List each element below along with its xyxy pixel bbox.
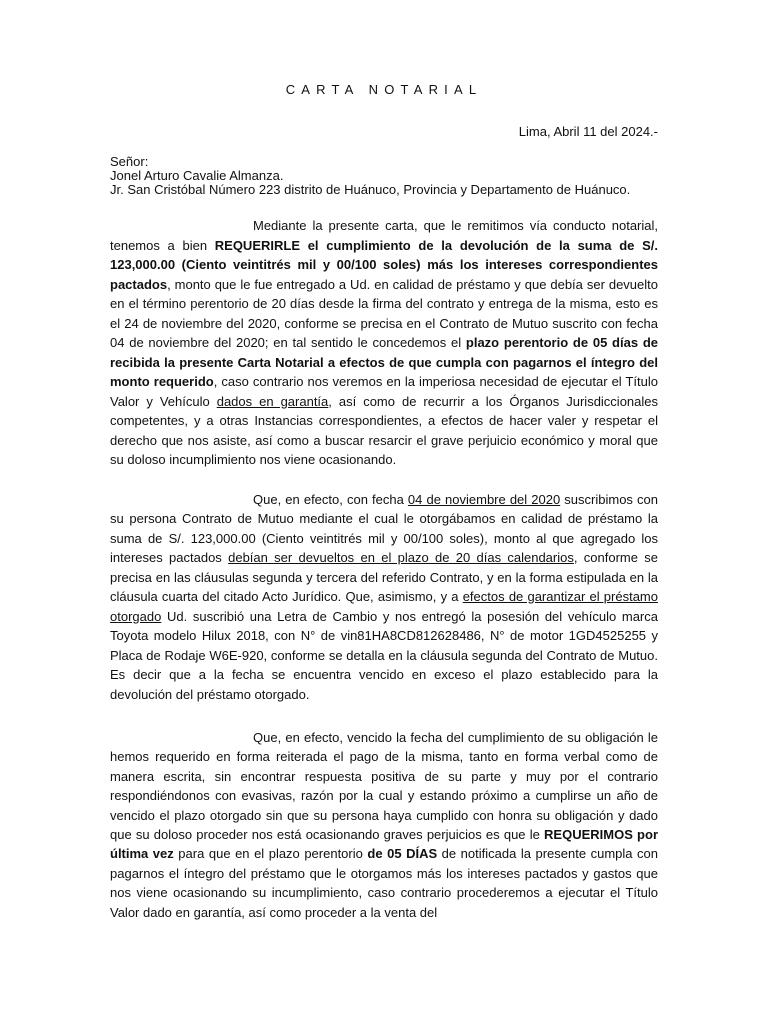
document-date: Lima, Abril 11 del 2024.- <box>518 124 658 139</box>
underline-run: efectos de garantizar el préstamo otorgado <box>110 589 658 624</box>
underline-run: 04 de noviembre del 2020 <box>407 491 561 507</box>
text-run: suscribimos con su persona Contrato de Mutuo mediante el cual le otorgábamos en calidad de préstamo la suma de S/. 123,000.00 (Ciento veintitrés mil y 00/100 soles), monto al que agregado los intereses pactados <box>110 491 658 565</box>
text-run: de notificada la presente cumpla con pagarnos el íntegro del préstamo que le otorgamos más los intereses pactados y gastos que nos viene ocasionando su incumplimiento, caso contrario procederemos a ejecutar el Título Valor dado en garantía, así como proceder a la venta del <box>110 846 658 920</box>
underline-run: debían ser devueltos en el plazo de 20 días calendarios <box>228 550 574 565</box>
paragraph-2 <box>110 490 658 705</box>
text-run: , así como de recurrir a los Órganos Jurisdiccionales competentes, y a otras Instancias correspondientes, a efectos de hacer valer y respetar el derecho que nos asiste, así como a buscar resarcir el grave perjuicio económico y moral que su doloso incumplimiento nos viene ocasionando. <box>110 393 659 467</box>
text-run: Mediante la presente carta, que le remitimos vía conducto notarial, tenemos a bien <box>110 218 658 253</box>
bold-run: de 05 DÍAS <box>367 846 438 862</box>
recipient-address <box>110 155 630 197</box>
paragraph-3 <box>110 728 658 922</box>
document-title: CARTA NOTARIAL <box>285 82 483 97</box>
recipient-street: Jr. San Cristóbal Número 223 distrito de Huánuco, Provincia y Departamento de Huánuco. <box>110 182 631 197</box>
recipient-name: Jonel Arturo Cavalie Almanza. <box>110 168 284 183</box>
salutation: Señor: <box>110 154 149 169</box>
paragraph-1 <box>110 216 658 470</box>
text-run: para que en el plazo perentorio <box>173 846 368 862</box>
text-run: Ud. suscribió una Letra de Cambio y nos entregó la posesión del vehículo marca Toyota modelo Hilux 2018, con N° de vin81HA8CD812628486, N° de motor 1GD4525255 y Placa de Rodaje W6E-920, conforme se detalla en la cláusula segunda del Contrato de Mutuo. Es decir que a la fecha se encuentra vencido en exceso el plazo establecido para la devolución del préstamo otorgado. <box>110 608 658 702</box>
text-run: , caso contrario nos veremos en la imperiosa necesidad de ejecutar el Título Valor y Vehículo <box>110 374 659 409</box>
letter-body <box>110 216 658 922</box>
bold-run: plazo perentorio de 05 días de recibida la presente Carta Notarial a efectos de que cumpla con pagarnos el íntegro del monto requerido <box>110 335 658 389</box>
text-run: , conforme se precisa en las cláusulas segunda y tercera del referido Contrato, y en la forma estipulada en la cláusula cuarta del citado Acto Jurídico. Que, asimismo, y a <box>110 550 658 604</box>
underline-run: dados en garantía <box>216 393 329 409</box>
text-run: , monto que le fue entregado a Ud. en calidad de préstamo y que debía ser devuelto en el término perentorio de 20 días desde la firma del contrato y entrega de la misma, esto es el 24 de noviembre del 2020, conforme se precisa en el Contrato de Mutuo suscrito con fecha 04 de noviembre del 2020; en tal sentido le concedemos el <box>110 276 658 350</box>
text-run: Que, en efecto, con fecha <box>253 491 408 507</box>
bold-run: REQUERIRLE el cumplimiento de la devolución de la suma de S/. 123,000.00 (Ciento veintitrés mil y 00/100 soles) más los intereses correspondientes pactados <box>110 237 658 292</box>
text-run: Que, en efecto, vencido la fecha del cumplimiento de su obligación le hemos requerido en forma reiterada el pago de la misma, tanto en forma verbal como de manera escrita, sin encontrar respuesta positiva de su parte y muy por el contrario respondiéndonos con evasivas, razón por la cual y estando próximo a cumplirse un año de vencido el plazo otorgado sin que su persona haya cumplido con honra su obligación y dado que su doloso proceder nos está ocasionando graves perjuicios es que le <box>110 730 658 843</box>
bold-run: REQUERIMOS por última vez <box>110 827 659 862</box>
